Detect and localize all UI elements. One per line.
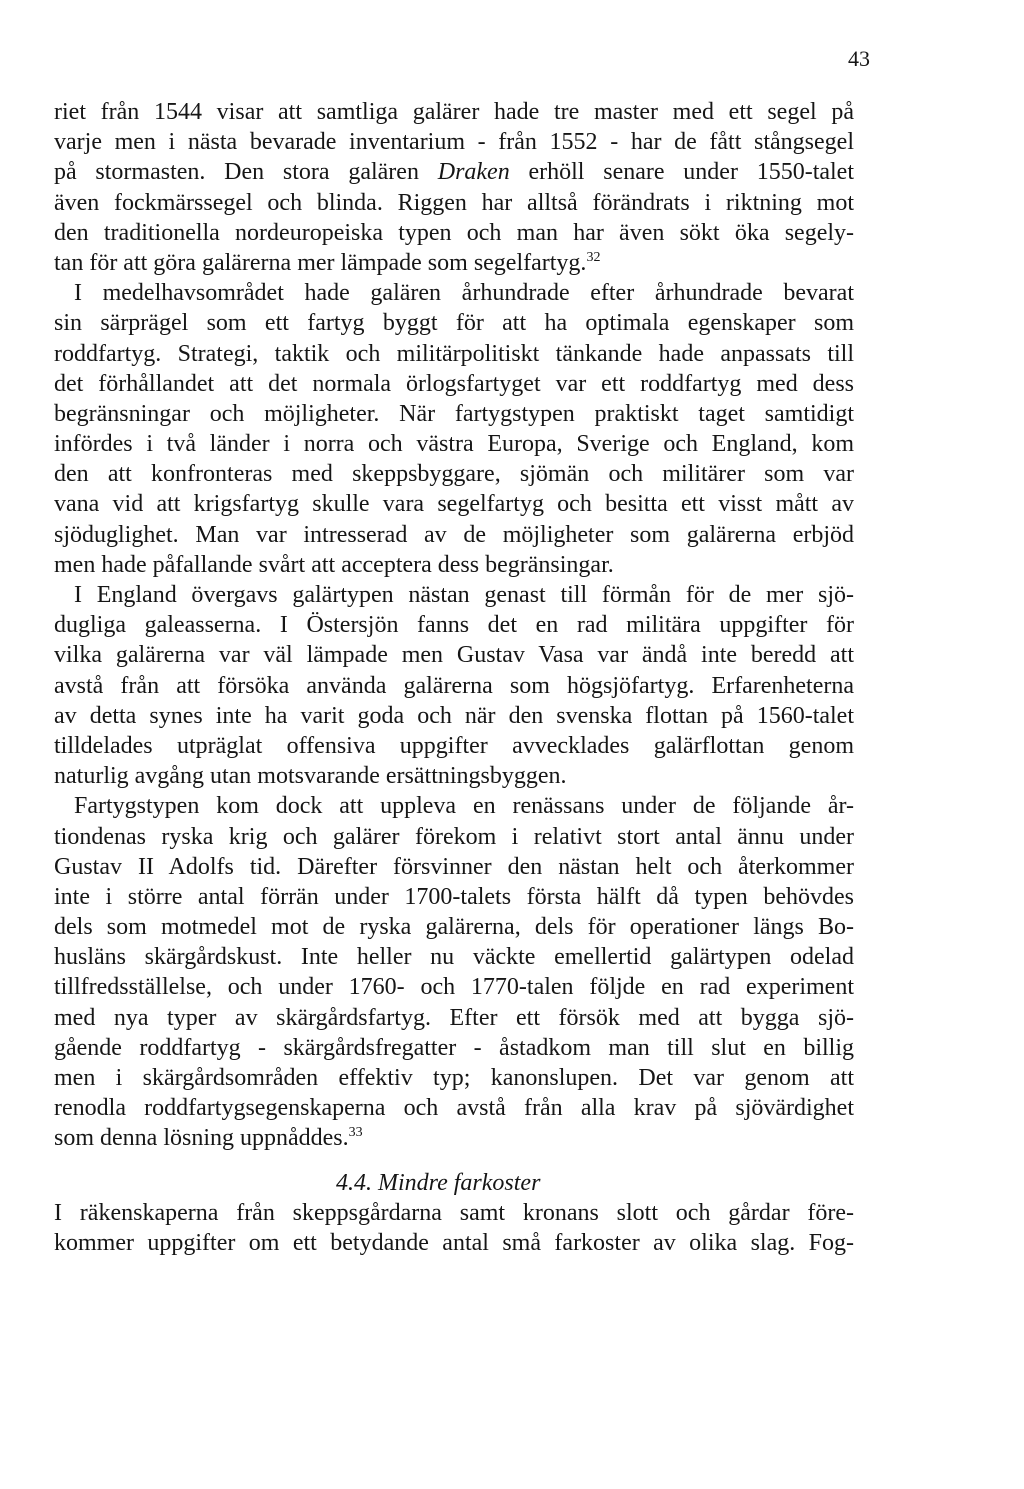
text-line: sjöduglighet. Man var intresserad av de möjligheter som galärerna erbjöd	[54, 521, 854, 548]
paragraph-4	[54, 791, 854, 1153]
footnote-marker: 32	[586, 249, 601, 265]
paragraph-2	[54, 278, 854, 580]
text-line: Gustav II Adolfs tid. Därefter försvinner den nästan helt och återkommer	[54, 853, 854, 880]
text-line: riet från 1544 visar att samtliga galärer hade tre master med ett segel på	[54, 99, 854, 125]
text-line: den att konfronteras med skeppsbyggare, sjömän och militärer som var	[54, 461, 854, 488]
text-line: infördes i två länder i norra och västra Europa, Sverige och England, kom	[54, 431, 854, 458]
text-line: men i skärgårdsområden effektiv typ; kanonslupen. Det var genom att	[54, 1065, 854, 1091]
text-line: men hade påfallande svårt att acceptera dess begränsingar.	[54, 551, 614, 578]
footnote-marker: 33	[348, 1125, 363, 1141]
text-line: I England övergavs galärtypen nästan genast till förmån för de mer sjö-	[74, 582, 854, 608]
text-line: av detta synes inte ha varit goda och när den svenska flottan på 1560-talet	[54, 702, 854, 729]
text-line: Fartygstypen kom dock att uppleva en renässans under de följande år-	[74, 793, 854, 820]
text-line: I räkenskaperna från skeppsgårdarna samt kronans slott och gårdar före-	[54, 1199, 854, 1226]
text-line: roddfartyg. Strategi, taktik och militärpolitiskt tänkande hade anpassats till	[54, 340, 854, 367]
section-number: 4.4.	[336, 1169, 372, 1196]
text-line: tilldelades utpräglat offensiva uppgifter avvecklades galärflottan genom	[54, 732, 854, 759]
text-line: dugliga galeasserna. I Östersjön fanns det en rad militära uppgifter för	[54, 612, 854, 639]
text-line: tillfredsställelse, och under 1760- och 1770-talen följde en rad experiment	[54, 974, 854, 1001]
text-line: dels som motmedel mot de ryska galärerna, dels för operationer längs Bo-	[54, 914, 854, 941]
text-line: begränsningar och möjligheter. När fartygstypen praktiskt taget samtidigt	[54, 400, 854, 427]
body-text	[54, 97, 854, 1258]
text-segment: tan för att göra galärerna mer lämpade som segelfartyg.	[54, 249, 587, 276]
text-line: varje men i nästa bevarade inventarium - från 1552 - har de fått stångsegel	[54, 129, 854, 156]
text-segment: erhöll senare under 1550-talet	[509, 159, 854, 186]
text-line: vilka galärerna var väl lämpade men Gustav Vasa var ändå inte beredd att	[54, 642, 854, 669]
text-line: kommer uppgifter om ett betydande antal små farkoster av olika slag. Fog-	[54, 1229, 854, 1256]
section-heading	[54, 1168, 854, 1198]
text-line: avstå från att försöka använda galärerna som högsjöfartyg. Erfarenheterna	[54, 672, 854, 699]
text-segment: på stormasten. Den stora galären	[54, 159, 438, 186]
page-number: 43	[848, 46, 870, 71]
text-line: renodla roddfartygsegenskaperna och avstå från alla krav på sjövärdighet	[54, 1095, 854, 1122]
text-line: med nya typer av skärgårdsfartyg. Efter ett försök med att bygga sjö-	[54, 1004, 854, 1031]
paragraph-3	[54, 580, 854, 791]
text-line: den traditionella nordeuropeiska typen och man har även sökt öka segely-	[54, 219, 854, 246]
text-line: I medelhavsområdet hade galären århundrade efter århundrade bevarat	[74, 280, 854, 307]
paragraph-5	[54, 1198, 854, 1258]
text-line: tiondenas ryska krig och galärer förekom i relativt stort antal ännu under	[54, 823, 854, 850]
paragraph-1	[54, 97, 854, 278]
text-line: det förhållandet att det normala örlogsfartyget var ett roddfartyg med dess	[54, 370, 854, 397]
text-line: vana vid att krigsfartyg skulle vara segelfartyg och besitta ett visst mått av	[54, 491, 854, 518]
ship-name: Draken	[437, 159, 510, 186]
text-line: inte i större antal förrän under 1700-talets första hälft då typen behövdes	[54, 883, 854, 910]
text-line	[54, 248, 854, 278]
text-line	[54, 157, 854, 187]
text-line	[54, 1123, 854, 1153]
text-line: husläns skärgårdskust. Inte heller nu väckte emellertid galärtypen odelad	[54, 944, 854, 971]
section-title: Mindre farkoster	[378, 1169, 541, 1196]
text-line: sin särprägel som ett fartyg byggt för att ha optimala egenskaper som	[54, 310, 854, 337]
text-line: även fockmärssegel och blinda. Riggen har alltså förändrats i riktning mot	[54, 189, 854, 216]
text-segment: som denna lösning uppnåddes.	[54, 1125, 349, 1152]
text-line: naturlig avgång utan motsvarande ersättningsbyggen.	[54, 763, 567, 790]
text-line: gående roddfartyg - skärgårdsfregatter - åstadkom man till slut en billig	[54, 1034, 854, 1061]
